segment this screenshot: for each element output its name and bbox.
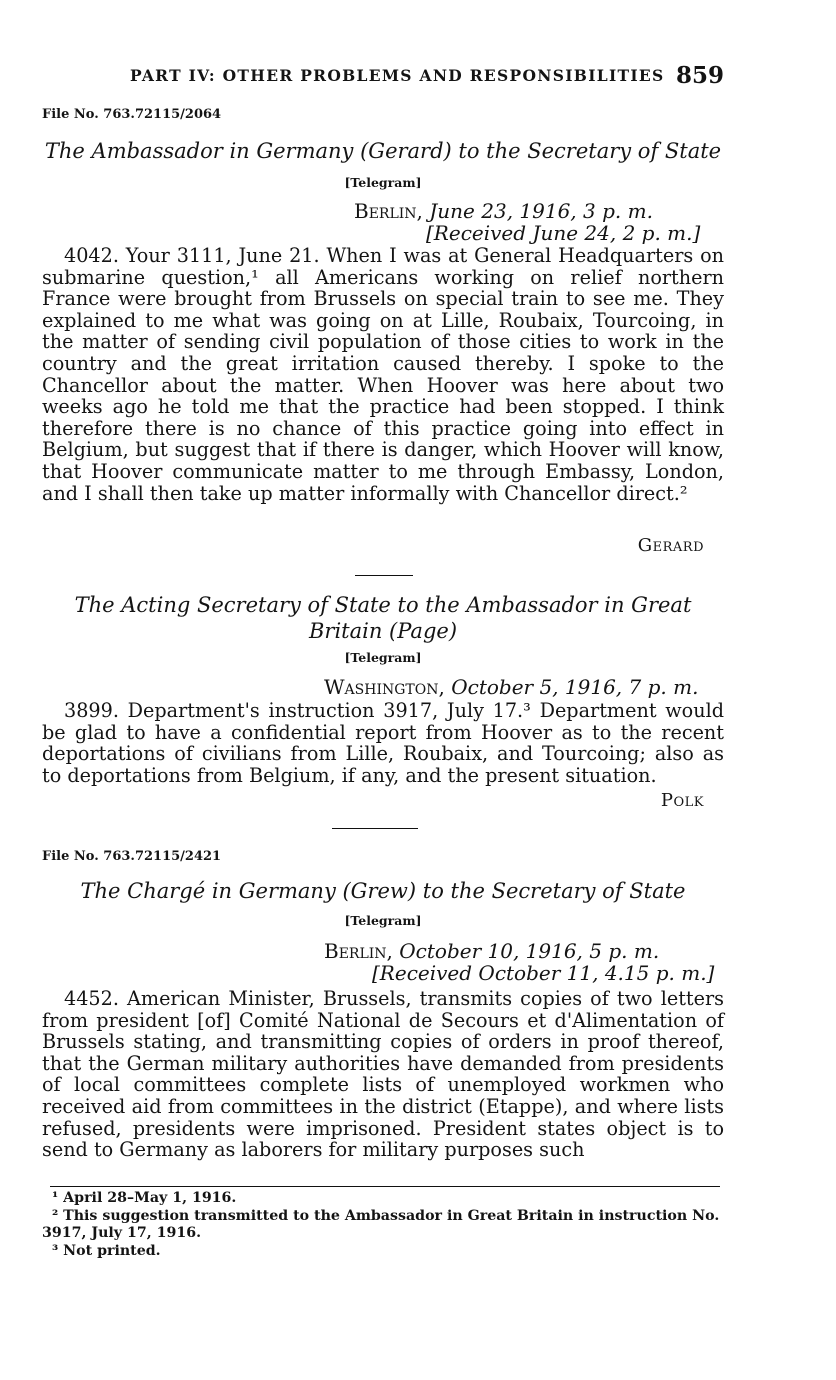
dateline: Berlin, June 23, 1916, 3 p. m. [354, 199, 653, 223]
dateline-place: Berlin [324, 939, 387, 963]
received-line: [Received October 11, 4.15 p. m.] [372, 961, 715, 985]
section-divider [355, 575, 413, 576]
dateline-date: June 23, 1916, 3 p. m. [429, 199, 653, 223]
body-paragraph: 4452. American Minister, Brussels, transmits copies of two letters from president [of] Comité National de Secours et d'Alimentation of Brussels stating, and transmitting copies of orders in proof thereof, that the German military authorities have demanded from presidents of local committees complete lists of unemployed workmen who received aid from committees in the district (Etappe), and where lists refused, presidents were imprisoned. President states object is to send to Germany as laborers for military purposes such [42, 987, 724, 1162]
telegram-label: [Telegram] [344, 650, 422, 665]
dateline: Washington, October 5, 1916, 7 p. m. [324, 675, 699, 699]
running-head-title: PART IV: OTHER PROBLEMS AND RESPONSIBILITIES [130, 66, 665, 85]
body-paragraph: 3899. Department's instruction 3917, July 17.³ Department would be glad to have a confidential report from Hoover as to the recent deportations of civilians from Lille, Roubaix, and Tourcoing; also as to deportations from Belgium, if any, and the present situation. [42, 699, 724, 787]
telegram-label: [Telegram] [344, 175, 422, 190]
body-paragraph: 4042. Your 3111, June 21. When I was at General Headquarters on submarine question,¹ all Americans working on relief northern France were brought from Brussels on special train to see me. They explained to me what was going on at Lille, Roubaix, Tourcoing, in the matter of sending civil population of those cities to work in the country and the great irritation caused thereby. I spoke to the Chancellor about the matter. When Hoover was here about two weeks ago he told me that the practice had been stopped. I think therefore there is no chance of this practice going into effect in Belgium, but suggest that if there is danger, which Hoover will know, that Hoover communicate matter to me through Embassy, London, and I shall then take up matter informally with Chancellor direct.² [42, 244, 724, 505]
document-heading: The Acting Secretary of State to the Ambassador in Great Britain (Page) [74, 593, 692, 643]
dateline-place: Berlin [354, 199, 417, 223]
telegram-body [42, 245, 724, 504]
dateline: Berlin, October 10, 1916, 5 p. m. [324, 939, 660, 963]
footnote: ¹ April 28–May 1, 1916. [52, 1190, 237, 1206]
footnotes [42, 1190, 724, 1260]
file-number: File No. 763.72115/2421 [42, 849, 222, 864]
dateline-place: Washington [324, 675, 439, 699]
signature: Polk [660, 790, 704, 811]
document-page [42, 0, 724, 1380]
dateline-date: October 10, 1916, 5 p. m. [399, 939, 660, 963]
section-divider [332, 828, 418, 829]
footnote: ³ Not printed. [52, 1242, 161, 1259]
footnote-rule [50, 1186, 720, 1187]
telegram-body [42, 700, 724, 786]
running-head [42, 62, 724, 92]
file-number: File No. 763.72115/2064 [42, 107, 222, 122]
page-number: 859 [675, 62, 724, 89]
signature: Gerard [637, 535, 704, 556]
document-heading: The Chargé in Germany (Grew) to the Secretary of State [80, 879, 686, 903]
dateline-date: October 5, 1916, 7 p. m. [451, 675, 699, 699]
footnote: ² This suggestion transmitted to the Ambassador in Great Britain in instruction No. 3917, July 17, 1916. [42, 1207, 720, 1241]
telegram-label: [Telegram] [344, 913, 422, 928]
telegram-body [42, 988, 724, 1161]
document-heading: The Ambassador in Germany (Gerard) to the Secretary of State [44, 139, 722, 163]
received-line: [Received June 24, 2 p. m.] [426, 221, 701, 245]
